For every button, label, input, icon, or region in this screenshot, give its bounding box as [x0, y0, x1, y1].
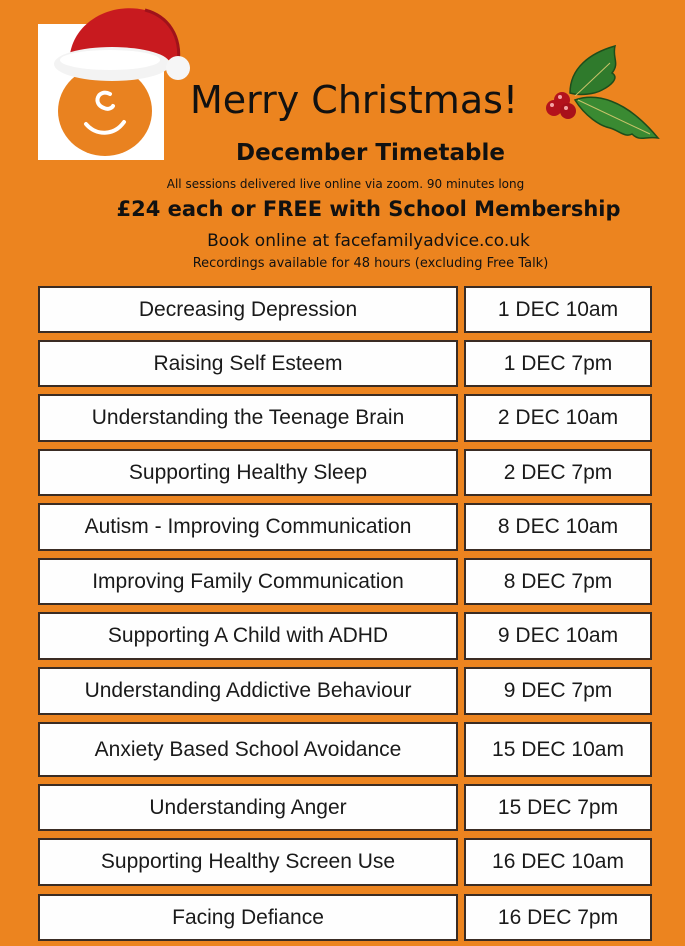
table-row	[38, 667, 652, 715]
table-row	[38, 286, 652, 333]
recordings-note: Recordings available for 48 hours (excluding Free Talk)	[192, 256, 549, 271]
table-row	[38, 838, 652, 886]
table-row	[38, 449, 652, 496]
session-time: 15 DEC 7pm	[464, 784, 652, 831]
holly-icon	[540, 38, 665, 148]
session-topic: Supporting Healthy Sleep	[38, 449, 458, 496]
page-title: Merry Christmas!	[190, 78, 519, 122]
session-topic: Autism - Improving Communication	[38, 503, 458, 551]
santa-hat-icon	[50, 2, 195, 84]
session-topic: Supporting Healthy Screen Use	[38, 838, 458, 886]
delivery-note: All sessions delivered live online via zoom. 90 minutes long	[166, 177, 525, 191]
session-topic: Understanding Anger	[38, 784, 458, 831]
table-row	[38, 722, 652, 777]
session-topic: Raising Self Esteem	[38, 340, 458, 387]
session-time: 15 DEC 10am	[464, 722, 652, 777]
session-topic: Understanding Addictive Behaviour	[38, 667, 458, 715]
table-row	[38, 784, 652, 831]
table-row	[38, 340, 652, 387]
session-time: 1 DEC 7pm	[464, 340, 652, 387]
table-row	[38, 503, 652, 551]
session-topic: Decreasing Depression	[38, 286, 458, 333]
session-topic: Facing Defiance	[38, 894, 458, 941]
table-row	[38, 558, 652, 605]
session-time: 8 DEC 7pm	[464, 558, 652, 605]
booking-note: Book online at facefamilyadvice.co.uk	[207, 231, 530, 251]
session-time: 2 DEC 7pm	[464, 449, 652, 496]
session-time: 1 DEC 10am	[464, 286, 652, 333]
table-row	[38, 394, 652, 442]
session-time: 9 DEC 7pm	[464, 667, 652, 715]
session-topic: Understanding the Teenage Brain	[38, 394, 458, 442]
session-topic: Improving Family Communication	[38, 558, 458, 605]
price-note: £24 each or FREE with School Membership	[116, 197, 621, 221]
session-time: 9 DEC 10am	[464, 612, 652, 660]
page-subtitle: December Timetable	[236, 140, 505, 166]
table-row	[38, 612, 652, 660]
session-time: 16 DEC 7pm	[464, 894, 652, 941]
table-row	[38, 894, 652, 941]
session-time: 2 DEC 10am	[464, 394, 652, 442]
session-time: 8 DEC 10am	[464, 503, 652, 551]
session-topic: Supporting A Child with ADHD	[38, 612, 458, 660]
session-topic: Anxiety Based School Avoidance	[38, 722, 458, 777]
session-time: 16 DEC 10am	[464, 838, 652, 886]
